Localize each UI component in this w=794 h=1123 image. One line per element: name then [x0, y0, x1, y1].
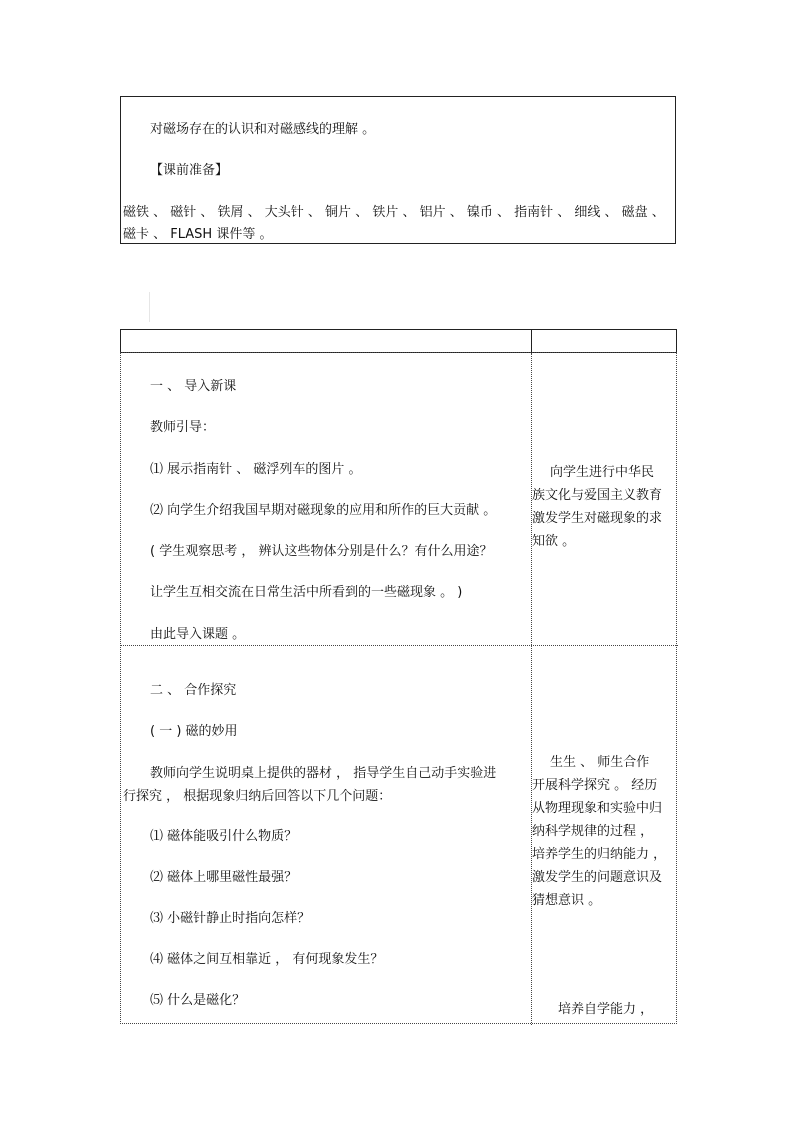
table-header-row — [120, 329, 677, 353]
section2-title: 二 、 合作探究 — [150, 683, 237, 698]
section2-question-1: ⑴ 磁体能吸引什么物质？ — [150, 829, 298, 844]
section1-intro: 教师引导： — [150, 420, 216, 435]
materials-line-2: 磁卡 、 FLASH 课件等 。 — [123, 227, 273, 242]
section1-note-line-1: 向学生进行中华民 — [550, 465, 655, 480]
section2-note-line-7: 猜想意识 。 — [532, 893, 602, 908]
section2-question-3: ⑶ 小磁针静止时指向怎样？ — [150, 911, 311, 926]
section1-item-2: ⑵ 向学生介绍我国早期对磁现象的应用和所作的巨大贡献 。 — [150, 503, 497, 518]
section2-question-2: ⑵ 磁体上哪里磁性最强？ — [150, 870, 298, 885]
section2-paragraph-line-1: 教师向学生说明桌上提供的器材 ， 指导学生自己动手实验进 — [150, 766, 497, 781]
preparation-heading: 【课前准备】 — [150, 163, 229, 178]
section2-paragraph-line-2: 行探究 ， 根据现象归纳后回答以下几个问题： — [123, 789, 392, 804]
section2-note-line-1: 生生 、 师生合作 — [550, 755, 650, 770]
table-body — [120, 352, 677, 1024]
section2-question-4: ⑷ 磁体之间互相靠近 ， 有何现象发生？ — [150, 952, 384, 967]
materials-line-1: 磁铁 、 磁针 、 铁屑 、 大头针 、 铜片 、 铁片 、 铝片 、 镍币 、 指南针 、 细线 、 磁盘 、 — [123, 205, 665, 220]
column-divider — [531, 353, 532, 1025]
topic-line: 对磁场存在的认识和对磁感线的理解 。 — [150, 122, 376, 137]
section1-item-5: 由此导入课题 。 — [150, 627, 246, 642]
lesson-table — [120, 329, 677, 1024]
section2-note-line-2: 开展科学探究 。 经历 — [532, 778, 658, 793]
section2-note-bottom: 培养自学能力 ， — [558, 1002, 654, 1017]
preparation-box — [120, 96, 676, 244]
section2-note-line-4: 纳科学规律的过程 ， — [532, 824, 654, 839]
section1-note-line-3: 激发学生对磁现象的求 — [532, 511, 663, 526]
header-divider — [531, 330, 532, 354]
section1-item-4: 让学生互相交流在日常生活中所看到的一些磁现象 。 ) — [150, 585, 463, 600]
section1-item-3: ( 学生观察思考 ， 辨认这些物体分别是什么？有什么用途？ — [150, 544, 493, 559]
section2-question-5: ⑸ 什么是磁化？ — [150, 993, 246, 1008]
row-divider — [121, 645, 678, 646]
section1-item-1: ⑴ 展示指南针 、 磁浮列车的图片 。 — [150, 462, 362, 477]
section2-note-line-3: 从物理现象和实验中归 — [532, 801, 663, 816]
text-cursor-marker — [149, 292, 150, 322]
section1-note-line-2: 族文化与爱国主义教育 — [532, 488, 663, 503]
section2-note-line-6: 激发学生的问题意识及 — [532, 870, 663, 885]
section2-subtitle: ( 一 ) 磁的妙用 — [150, 724, 238, 739]
section1-note-line-4: 知欲 。 — [532, 534, 576, 549]
section1-title: 一 、 导入新课 — [150, 379, 237, 394]
section2-note-line-5: 培养学生的归纳能力 ， — [532, 847, 667, 862]
